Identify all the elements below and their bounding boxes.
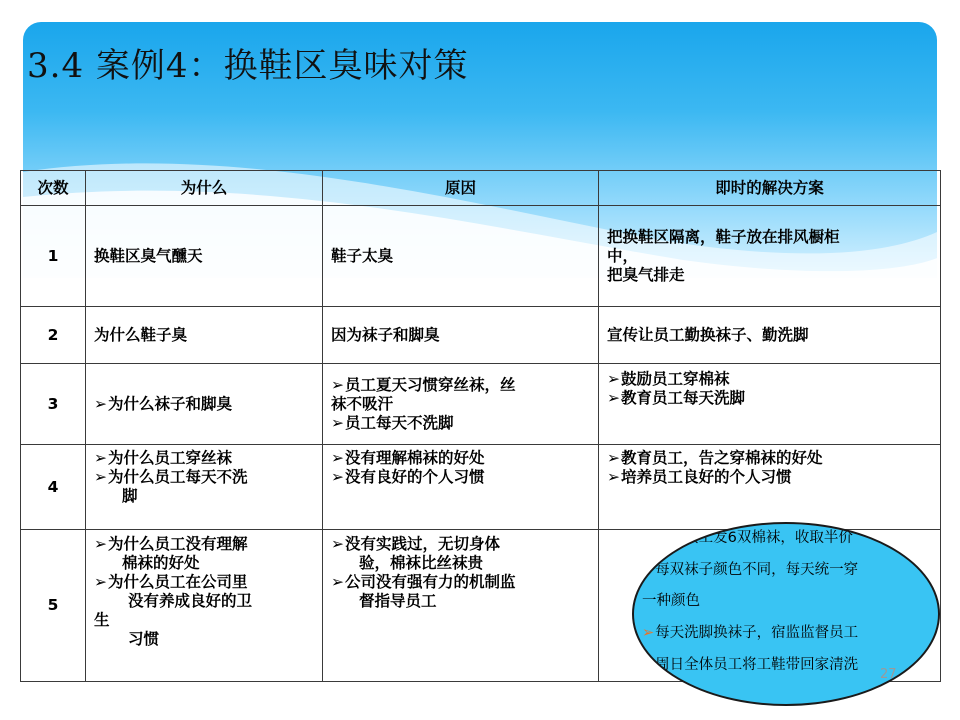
why-cell <box>86 530 323 682</box>
reason-item: ➢员工每天不洗脚 <box>331 413 454 432</box>
reason-cell: 鞋子太臭 <box>323 206 599 307</box>
reason-item-continued: 验，棉袜比丝袜贵 <box>359 554 484 572</box>
oval-solution-list <box>642 530 940 689</box>
row-number: 2 <box>21 307 86 364</box>
arrow-bullet-icon: ➢ <box>94 535 107 553</box>
oval-solution-item: ➢每天洗脚换袜子，宿监监督员工 <box>642 625 859 641</box>
reason-item-continued: 袜不吸汗 <box>331 394 394 413</box>
header-reason: 原因 <box>323 171 599 206</box>
table-row <box>21 364 941 445</box>
oval-solution-item-continued: 一种颜色 <box>642 593 700 609</box>
arrow-bullet-icon: ➢ <box>642 657 655 673</box>
why-item: ➢为什么员工穿丝袜 <box>94 449 233 467</box>
arrow-bullet-icon: ➢ <box>607 389 620 407</box>
arrow-bullet-icon: ➢ <box>331 573 344 591</box>
why-item-continued: 习惯 <box>128 630 160 648</box>
solution-item: ➢教育员工，告之穿棉袜的好处 <box>607 449 823 467</box>
arrow-bullet-icon: ➢ <box>607 449 620 467</box>
reason-item-continued: 督指导员工 <box>359 592 437 610</box>
reason-item: ➢没有实践过，无切身体 <box>331 535 501 553</box>
solution-line: 把换鞋区隔离，鞋子放在排风橱柜 <box>607 227 840 246</box>
arrow-bullet-icon: ➢ <box>331 449 344 467</box>
arrow-bullet-icon: ➢ <box>642 562 655 578</box>
page-number: 27 <box>880 667 897 682</box>
solution-line: 中， <box>607 246 639 265</box>
reason-cell <box>323 364 599 445</box>
why-item: ➢为什么员工没有理解 <box>94 535 248 553</box>
arrow-bullet-icon: ➢ <box>94 449 107 467</box>
header-solution: 即时的解决方案 <box>599 171 941 206</box>
arrow-bullet-icon: ➢ <box>331 413 344 432</box>
solution-item: ➢鼓励员工穿棉袜 <box>607 370 730 388</box>
solution-cell <box>599 445 941 530</box>
why-item-continued: 没有养成良好的卫 <box>128 592 253 610</box>
reason-cell <box>323 445 599 530</box>
table-row <box>21 445 941 530</box>
solution-cell <box>599 364 941 445</box>
why-item: ➢为什么袜子和脚臭 <box>94 394 233 413</box>
solution-item: ➢教育员工每天洗脚 <box>607 389 746 407</box>
reason-cell <box>323 530 599 682</box>
solution-cell: 宣传让员工勤换袜子、勤洗脚 <box>599 307 941 364</box>
slide-title: 3.4 案例4：换鞋区臭味对策 <box>27 46 469 86</box>
why-cell <box>86 364 323 445</box>
arrow-bullet-icon: ➢ <box>94 468 107 486</box>
row-number: 5 <box>21 530 86 682</box>
oval-solution-item: ➢新入员工发6双棉袜，收取半价 <box>642 530 853 546</box>
why-cell: 换鞋区臭气醺天 <box>86 206 323 307</box>
table-row <box>21 206 941 307</box>
why-item-continued: 棉袜的好处 <box>122 554 200 572</box>
solution-line: 把臭气排走 <box>607 265 685 284</box>
arrow-bullet-icon: ➢ <box>94 394 107 413</box>
oval-solution-item: ➢每双袜子颜色不同，每天统一穿 <box>642 562 859 578</box>
row-number: 3 <box>21 364 86 445</box>
oval-solution-item: ➢周日全体员工将工鞋带回家清洗 <box>642 657 859 673</box>
table-header-row <box>21 171 941 206</box>
why-cell: 为什么鞋子臭 <box>86 307 323 364</box>
arrow-bullet-icon: ➢ <box>331 535 344 553</box>
arrow-bullet-icon: ➢ <box>331 468 344 486</box>
arrow-bullet-icon: ➢ <box>94 573 107 591</box>
arrow-bullet-icon: ➢ <box>642 530 655 546</box>
arrow-bullet-icon: ➢ <box>331 375 344 394</box>
header-count: 次数 <box>21 171 86 206</box>
arrow-bullet-icon: ➢ <box>642 625 655 641</box>
reason-item: ➢没有良好的个人习惯 <box>331 468 485 486</box>
table-row <box>21 307 941 364</box>
why-cell <box>86 445 323 530</box>
arrow-bullet-icon: ➢ <box>607 370 620 388</box>
why-item: ➢为什么员工每天不洗 <box>94 468 248 486</box>
arrow-bullet-icon: ➢ <box>607 468 620 486</box>
reason-item: ➢没有理解棉袜的好处 <box>331 449 485 467</box>
row-number: 1 <box>21 206 86 307</box>
why-item: ➢为什么员工在公司里 <box>94 573 248 591</box>
solution-cell <box>599 206 941 307</box>
header-why: 为什么 <box>86 171 323 206</box>
why-item-continued: 生 <box>94 611 110 629</box>
reason-cell: 因为袜子和脚臭 <box>323 307 599 364</box>
reason-item: ➢公司没有强有力的机制监 <box>331 573 516 591</box>
solution-item: ➢培养员工良好的个人习惯 <box>607 468 792 486</box>
why-item-continued: 脚 <box>122 487 138 505</box>
reason-item: ➢员工夏天习惯穿丝袜，丝 <box>331 375 516 394</box>
row-number: 4 <box>21 445 86 530</box>
